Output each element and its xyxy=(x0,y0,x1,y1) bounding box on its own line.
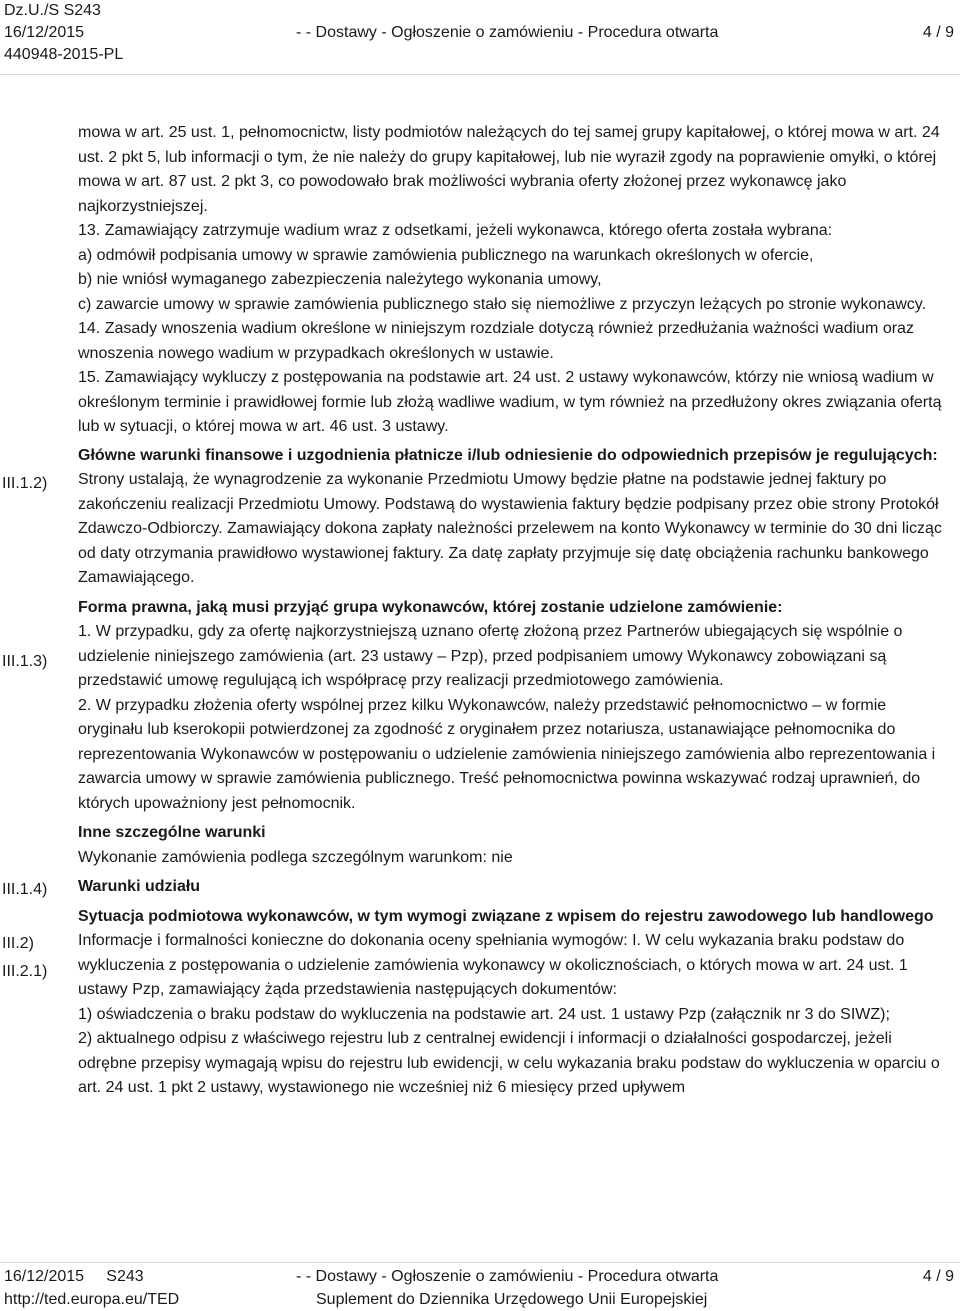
section-label-iii-1-4: III.1.4) xyxy=(2,881,48,898)
section-heading: Warunki udziału xyxy=(78,878,201,895)
paragraph: 2. W przypadku złożenia oferty wspólnej przez kilku Wykonawców, należy przedstawić pełnomocnictwo – w formie oryginału lub kserokopii potwierdzonej za zgodność z oryginałem przez notariusza, ustanawiające pełnomocnika do reprezentowania Wykonawców w postępowaniu o udzielenie zamówienia niniejszego zamówienia albo reprezentowania i zawarcia umowy w sprawie zamówienia publicznego. Treść pełnomocnictwa powinna wskazywać rodzaj uprawnień, do których upoważniony jest pełnomocnik. xyxy=(78,696,936,812)
doc-id: Dz.U./S S243 xyxy=(4,2,101,19)
paragraph: Informacje i formalności konieczne do dokonania oceny spełniania wymogów: I. W celu wykazania braku podstaw do wykluczenia z postępowania o udzielenie zamówienia wykonawcy w okolicznościach, o których mowa w art. 24 ust. 1 ustawy Pzp, zamawiający żąda przedstawienia następujących dokumentów: xyxy=(78,932,908,998)
paragraph: 13. Zamawiający zatrzymuje wadium wraz z odsetkami, jeżeli wykonawca, którego oferta została wybrana: xyxy=(78,222,833,239)
section-heading: Inne szczególne warunki xyxy=(78,824,266,841)
paragraph: 1. W przypadku, gdy za ofertę najkorzystniejszą uznano ofertę złożoną przez Partnerów ubiegających się wspólnie o udzielenie niniejszego zamówienia (art. 23 ustawy – Pzp), przed podpisaniem umowy Wykonawcy zobowiązani są przedstawić umowę regulującą ich współpracę przy realizacji przedmiotowego zamówienia. xyxy=(78,623,903,689)
section-heading: Sytuacja podmiotowa wykonawców, w tym wymogi związane z wpisem do rejestru zawodowego lub handlowego xyxy=(78,907,934,925)
header-divider xyxy=(0,74,960,75)
paragraph: Strony ustalają, że wynagrodzenie za wykonanie Przedmiotu Umowy będzie płatne na podstawie jednej faktury po zakończeniu realizacji Przedmiotu Umowy. Podstawą do wystawienia faktury będzie podpisany przez obie strony Protokół Zdawczo-Odbiorczy. Zamawiający dokona zapłaty należności przelewem na konto Wykonawcy w terminie do 30 dni licząc od daty otrzymania prawidłowo wystawionej faktury. Za datę zapłaty przyjmuje się datę obciążenia rachunku bankowego Zamawiającego. xyxy=(78,471,942,586)
paragraph: b) nie wniósł wymaganego zabezpieczenia należytego wykonania umowy, xyxy=(78,271,602,288)
section-heading: Forma prawna, jaką musi przyjąć grupa wykonawców, której zostanie udzielone zamówienie: xyxy=(78,598,783,616)
document-body xyxy=(78,121,948,1101)
section-label-iii-1-2: III.1.2) xyxy=(2,475,48,492)
header-page: 4 / 9 xyxy=(922,24,954,41)
paragraph: 2) aktualnego odpisu z właściwego rejestru lub z centralnej ewidencji i informacji o działalności gospodarczej, jeżeli odrębne przepisy wymagają wpisu do rejestru lub ewidencji, w celu wykazania braku podstaw do wykluczenia w oparciu o art. 24 ust. 1 pkt 2 ustawy, wystawionego nie wcześniej niż 6 miesięcy przed upływem xyxy=(78,1030,940,1096)
paragraph: c) zawarcie umowy w sprawie zamówienia publicznego stało się niemożliwe z przyczyn leżących po stronie wykonawcy. xyxy=(78,295,927,313)
section-label-iii-1-3: III.1.3) xyxy=(2,653,48,670)
header-ref: 440948-2015-PL xyxy=(4,46,124,63)
paragraph: 15. Zamawiający wykluczy z postępowania na podstawie art. 24 ust. 2 ustawy wykonawców, którzy nie wniosą wadium w określonym terminie i prawidłowej formie lub złożą wadliwe wadium, w tym również na przedłużony okres związania ofertą lub w sytuacji, o której mowa w art. 46 ust. 3 ustawy. xyxy=(78,369,942,435)
paragraph: 1) oświadczenia o braku podstaw do wykluczenia na podstawie art. 24 ust. 1 ustawy Pzp (załącznik nr 3 do SIWZ); xyxy=(78,1005,890,1023)
footer-page: 4 / 9 xyxy=(922,1268,954,1285)
header-meta xyxy=(4,0,123,66)
paragraph: 14. Zasady wnoszenia wadium określone w niniejszym rozdziale dotyczą również przedłużania ważności wadium oraz wnoszenia nowego wadium w przypadkach określonych w ustawie. xyxy=(78,320,914,362)
section-heading: Główne warunki finansowe i uzgodnienia płatnicze i/lub odniesienie do odpowiednich przepisów je regulujących: xyxy=(78,446,938,464)
header-date: 16/12/2015 xyxy=(4,24,85,41)
section-label-iii-2: III.2) xyxy=(2,935,35,952)
footer-supplement: Suplement do Dziennika Urzędowego Unii Europejskiej xyxy=(316,1291,708,1308)
footer-url[interactable]: http://ted.europa.eu/TED xyxy=(4,1291,180,1308)
paragraph: mowa w art. 25 ust. 1, pełnomocnictw, listy podmiotów należących do tej samej grupy kapitałowej, o której mowa w art. 24 ust. 2 pkt 5, lub informacji o tym, że nie należy do grupy kapitałowej, lub nie wyraził zgody na poprawienie omyłki, o której mowa w art. 87 ust. 2 pkt 3, co powodowało brak możliwości wybrania oferty złożonej przez wykonawcę jako najkorzystniejszej. xyxy=(78,124,940,215)
header-title: - - Dostawy - Ogłoszenie o zamówieniu - Procedura otwarta xyxy=(296,24,719,41)
section-label-iii-2-1: III.2.1) xyxy=(2,963,48,980)
footer-date-series: 16/12/2015 S243 xyxy=(4,1268,144,1285)
footer-title: - - Dostawy - Ogłoszenie o zamówieniu - Procedura otwarta xyxy=(296,1268,719,1285)
footer-divider xyxy=(0,1262,960,1263)
paragraph: a) odmówił podpisania umowy w sprawie zamówienia publicznego na warunkach określonych w ofercie, xyxy=(78,246,814,264)
paragraph: Wykonanie zamówienia podlega szczególnym warunkom: nie xyxy=(78,848,513,866)
